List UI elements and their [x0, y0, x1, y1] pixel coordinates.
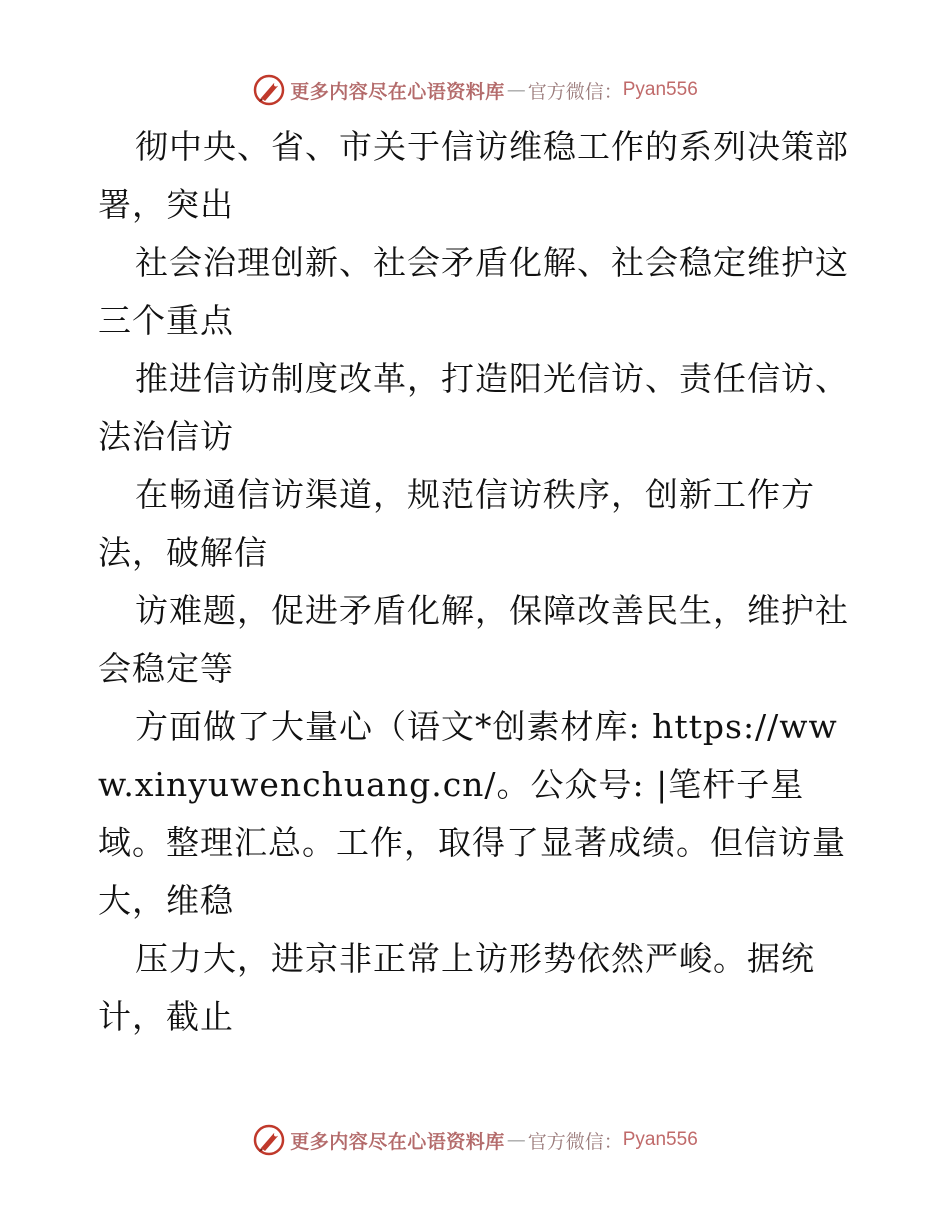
paragraph-6: 方面做了大量心（语文*创素材库: https://www.xinyuwenchuang.cn/。公众号: |笔杆子星域。整理汇总。工作，取得了显著成绩。但信访量大，维稳 [98, 707, 846, 920]
banner-wechat-label: 官方微信： [527, 80, 623, 103]
banner-brand-text: 更多内容尽在心语资料库 [290, 1130, 505, 1153]
paragraph-1: 彻中央、省、市关于信访维稳工作的系列决策部署，突出 [98, 127, 849, 224]
banner-separator: — [506, 1129, 526, 1151]
footer-watermark-banner [0, 1120, 950, 1160]
banner-brand-text: 更多内容尽在心语资料库 [290, 80, 505, 103]
pen-logo-icon [252, 73, 286, 107]
header-watermark-banner [0, 70, 950, 110]
banner-wechat-id: Pyan556 [622, 1129, 698, 1150]
paragraph-2: 社会治理创新、社会矛盾化解、社会稳定维护这三个重点 [98, 243, 849, 340]
paragraph-3: 推进信访制度改革，打造阳光信访、责任信访、法治信访 [98, 359, 849, 456]
paragraph-4: 在畅通信访渠道，规范信访秩序，创新工作方法，破解信 [98, 475, 815, 572]
banner-wechat-label: 官方微信： [527, 1130, 623, 1153]
paragraph-5: 访难题，促进矛盾化解，保障改善民生，维护社会稳定等 [98, 591, 849, 688]
banner-separator: — [506, 79, 526, 101]
paragraph-7: 压力大，进京非正常上访形势依然严峻。据统计，截止 [98, 939, 815, 1036]
document-body [98, 118, 858, 1046]
banner-wechat-id: Pyan556 [622, 79, 698, 100]
pen-logo-icon [252, 1123, 286, 1157]
